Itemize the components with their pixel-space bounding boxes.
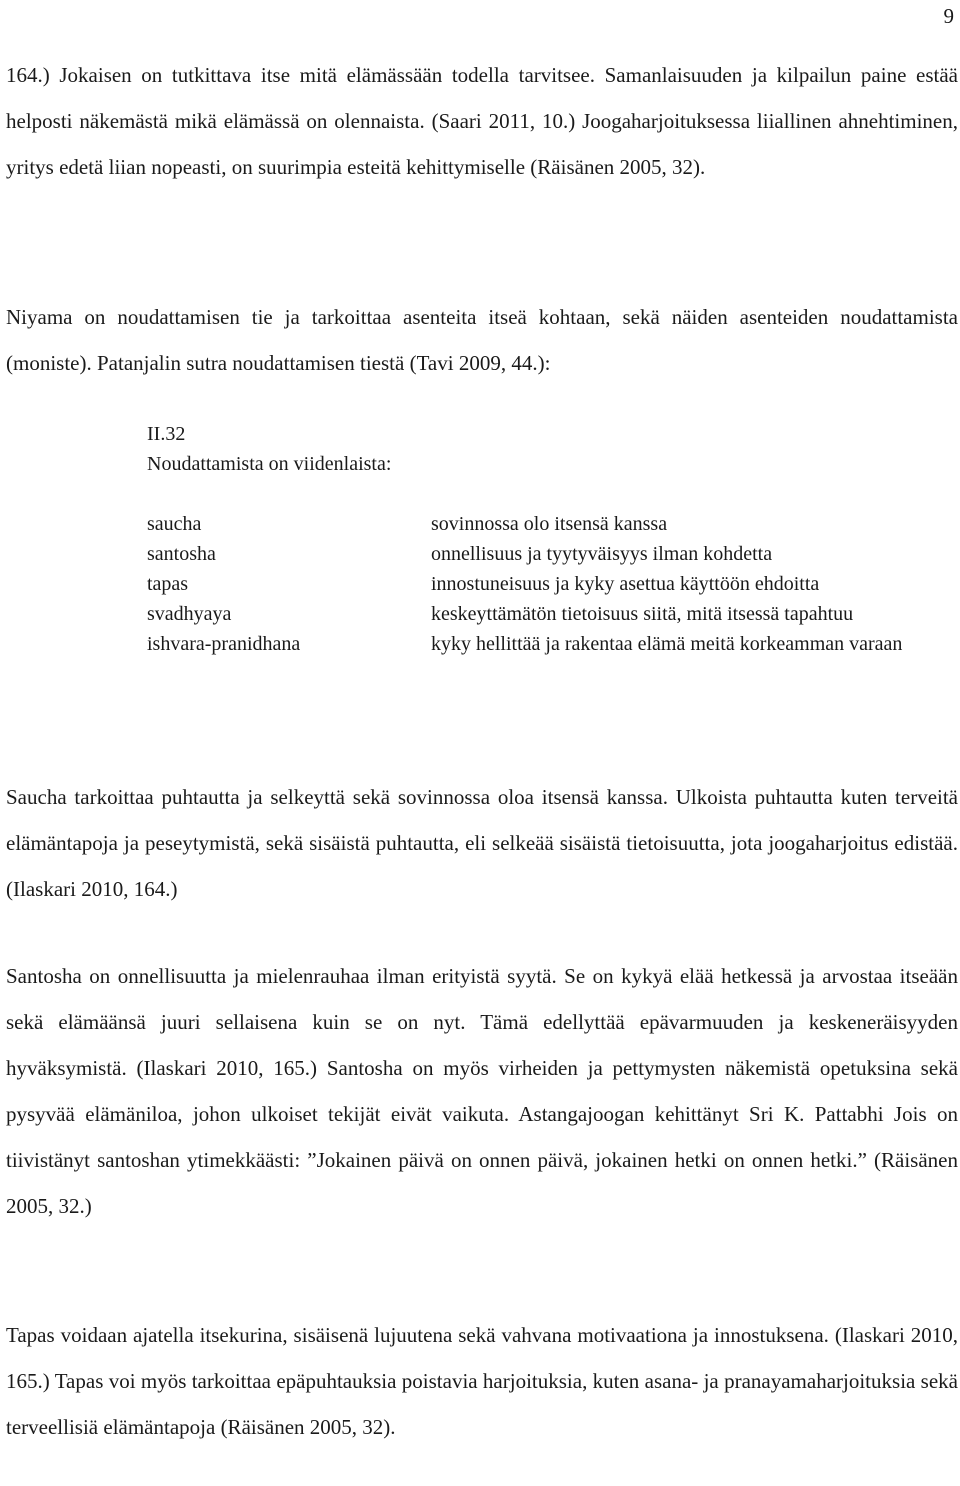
definition-term: santosha [147, 543, 216, 565]
definition-desc: keskeyttämätön tietoisuus siitä, mitä itsessä tapahtuu [431, 603, 854, 625]
definition-desc: kyky hellittää ja rakentaa elämä meitä korkeamman varaan [431, 633, 903, 655]
sutra-ref: II.32 [147, 423, 186, 445]
definition-term: svadhyaya [147, 603, 232, 625]
definition-desc: onnellisuus ja tyytyväisyys ilman kohdetta [431, 543, 773, 565]
definition-list [147, 509, 959, 659]
definition-row [147, 569, 959, 599]
paragraph-tapas: Tapas voidaan ajatella itsekurina, sisäisenä lujuutena sekä vahvana motivaationa ja innostuksena. (Ilaskari 2010, 165.) Tapas voi myös tarkoittaa epäpuhtauksia poistavia harjoituksia, kuten asana- ja pranayamaharjoituksia sekä terveellisiä elämäntapoja (Räisänen 2005, 32). [6, 1323, 958, 1439]
definition-desc: innostuneisuus ja kyky asettua käyttöön ehdoitta [431, 573, 820, 595]
definition-term: ishvara-pranidhana [147, 633, 301, 655]
definition-term: saucha [147, 513, 202, 535]
definition-row [147, 599, 959, 629]
definition-row [147, 539, 959, 569]
definition-row [147, 509, 959, 539]
definition-row [147, 629, 959, 659]
paragraph-saucha: Saucha tarkoittaa puhtautta ja selkeyttä sekä sovinnossa oloa itsensä kanssa. Ulkoista puhtautta kuten terveitä elämäntapoja ja peseytymistä, sekä sisäistä puhtautta, eli selkeää sisäistä tietoisuutta, jota joogaharjoitus edistää. (Ilaskari 2010, 164.) [6, 785, 958, 901]
sutra-quote [147, 419, 959, 479]
definition-desc: sovinnossa olo itsensä kanssa [431, 513, 668, 535]
page-number: 9 [943, 4, 954, 28]
paragraph-niyama: Niyama on noudattamisen tie ja tarkoittaa asenteita itseä kohtaan, sekä näiden asenteiden noudattamista (moniste). Patanjalin sutra noudattamisen tiestä (Tavi 2009, 44.): [6, 305, 958, 375]
sutra-intro: Noudattamista on viidenlaista: [147, 453, 392, 475]
paragraph-intro: 164.) Jokaisen on tutkittava itse mitä elämässään todella tarvitsee. Samanlaisuuden ja kilpailun paine estää helposti näkemästä mikä elämässä on olennaista. (Saari 2011, 10.) Joogaharjoituksessa liiallinen ahnehtiminen, yritys edetä liian nopeasti, on suurimpia esteitä kehittymiselle (Räisänen 2005, 32). [6, 63, 958, 179]
definition-term: tapas [147, 573, 189, 595]
paragraph-santosha: Santosha on onnellisuutta ja mielenrauhaa ilman erityistä syytä. Se on kykyä elää hetkessä ja arvostaa itseään sekä elämäänsä juuri sellaisena kuin se on nyt. Tämä edellyttää epävarmuuden ja keskeneräisyyden hyväksymistä. (Ilaskari 2010, 165.) Santosha on myös virheiden ja pettymysten näkemistä opetuksina sekä pysyvää elämäniloa, johon ulkoiset tekijät eivät vaikuta. Astangajoogan kehittänyt Sri K. Pattabhi Jois on tiivistänyt santoshan ytimekkäästi: ”Jokainen päivä on onnen päivä, jokainen hetki on onnen hetki.” (Räisänen 2005, 32.) [6, 964, 958, 1218]
